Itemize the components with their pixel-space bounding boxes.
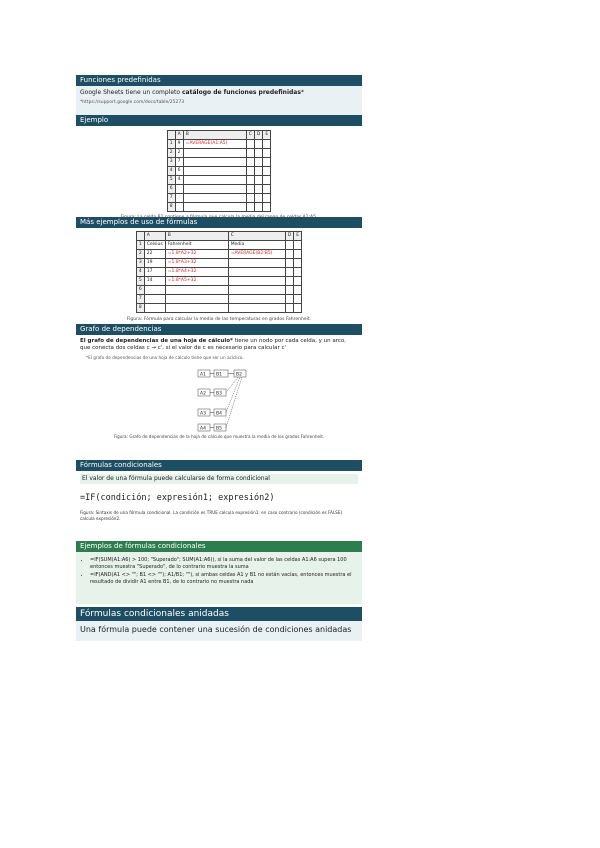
table-cell[interactable]: =1.8*A2+32 bbox=[165, 250, 228, 259]
graph-node-label: B3 bbox=[216, 391, 222, 397]
table-cell[interactable] bbox=[165, 295, 228, 304]
table-cell[interactable] bbox=[144, 295, 165, 304]
table-row bbox=[136, 268, 301, 277]
column-header[interactable]: D bbox=[254, 131, 262, 140]
table-cell[interactable] bbox=[263, 176, 271, 185]
row-header[interactable]: 1 bbox=[136, 241, 144, 250]
row-header[interactable]: 1 bbox=[167, 140, 175, 149]
table-cell[interactable] bbox=[183, 185, 246, 194]
table-cell[interactable] bbox=[254, 194, 262, 203]
section-conditional-examples bbox=[76, 541, 362, 604]
list-item: • =IF(SUM(A1:A6) > 100; "Superado"; SUM(A1:A6)), si la suma del valor de las celdas A1:A6 supera 100 entonces muestra "Superado", de lo contrario muestra la suma bbox=[90, 557, 358, 570]
table-row bbox=[167, 203, 270, 212]
table-cell[interactable] bbox=[294, 304, 302, 313]
table-cell[interactable] bbox=[175, 185, 183, 194]
table-cell[interactable] bbox=[294, 241, 302, 250]
text-fragment: tiene un completo bbox=[123, 89, 182, 96]
table-cell[interactable]: 17 bbox=[144, 268, 165, 277]
table-cell[interactable]: 9 bbox=[175, 140, 183, 149]
table-cell[interactable]: 2 bbox=[175, 149, 183, 158]
table-cell[interactable] bbox=[246, 149, 254, 158]
row-header[interactable]: 5 bbox=[167, 176, 175, 185]
table-cell[interactable] bbox=[228, 268, 285, 277]
table-cell[interactable] bbox=[246, 167, 254, 176]
column-header[interactable] bbox=[136, 232, 144, 241]
table-cell[interactable] bbox=[183, 194, 246, 203]
graph-edge bbox=[226, 377, 238, 393]
definition-text: El valor de una fórmula puede calcularse de forma condicional bbox=[80, 474, 358, 484]
graph-node-label: B5 bbox=[216, 426, 222, 432]
column-header[interactable]: B bbox=[183, 131, 246, 140]
section-nested-conditionals bbox=[76, 607, 362, 641]
graph-node-label: B4 bbox=[216, 411, 222, 417]
section-title: Fórmulas condicionales bbox=[76, 460, 362, 471]
table-cell[interactable] bbox=[228, 277, 285, 286]
table-row bbox=[136, 286, 301, 295]
table-cell[interactable] bbox=[263, 140, 271, 149]
table-row bbox=[136, 259, 301, 268]
table-cell[interactable] bbox=[285, 295, 293, 304]
table-cell[interactable]: 19 bbox=[144, 259, 165, 268]
footnote: *El grafo de dependencias de una hoja de cálculo tiene que ser un acíclico. bbox=[86, 355, 244, 360]
table-cell[interactable]: 7 bbox=[175, 158, 183, 167]
table-cell[interactable]: =AVERAGE(A1:A5) bbox=[183, 140, 246, 149]
graph-node-label: A3 bbox=[200, 411, 206, 417]
table-cell[interactable]: =1.8*A5+32 bbox=[165, 277, 228, 286]
column-header[interactable] bbox=[167, 131, 175, 140]
section-title: Funciones predefinidas bbox=[76, 75, 362, 86]
dependency-graph bbox=[80, 364, 358, 434]
table-row bbox=[167, 167, 270, 176]
table-cell[interactable]: 4 bbox=[175, 176, 183, 185]
column-header[interactable]: E bbox=[263, 131, 271, 140]
table-cell[interactable] bbox=[183, 203, 246, 212]
table-cell[interactable] bbox=[165, 286, 228, 295]
row-header[interactable]: 6 bbox=[167, 185, 175, 194]
table-cell[interactable] bbox=[228, 295, 285, 304]
row-header[interactable]: 3 bbox=[136, 259, 144, 268]
row-header[interactable]: 4 bbox=[167, 167, 175, 176]
section-body bbox=[76, 86, 362, 116]
section-title: Más ejemplos de uso de fórmulas bbox=[76, 217, 362, 228]
table-cell[interactable] bbox=[183, 176, 246, 185]
section-body bbox=[76, 126, 362, 219]
table-row bbox=[167, 158, 270, 167]
text-fragment: , si el valor de c es necesario para calcular c' bbox=[162, 345, 286, 351]
table-cell[interactable] bbox=[165, 304, 228, 313]
table-cell[interactable]: =1.8*A3+32 bbox=[165, 259, 228, 268]
table-cell[interactable] bbox=[183, 167, 246, 176]
table-cell[interactable]: =1.8*A4+32 bbox=[165, 268, 228, 277]
table-cell[interactable] bbox=[294, 295, 302, 304]
table-cell[interactable] bbox=[175, 203, 183, 212]
text-fragment: tiene un nodo por cada celda, y un arco, que conecta dos celdas bbox=[80, 338, 347, 351]
table-row bbox=[167, 140, 270, 149]
table-cell[interactable] bbox=[254, 158, 262, 167]
section-body bbox=[76, 335, 362, 459]
table-cell[interactable]: Fahrenheit bbox=[165, 241, 228, 250]
table-cell[interactable] bbox=[228, 304, 285, 313]
table-cell[interactable] bbox=[144, 304, 165, 313]
app-name: Google Sheets bbox=[80, 89, 124, 96]
section-predefined-functions bbox=[76, 75, 362, 116]
table-cell[interactable] bbox=[254, 203, 262, 212]
table-cell[interactable]: Celsius bbox=[144, 241, 165, 250]
row-header[interactable]: 3 bbox=[167, 158, 175, 167]
row-header[interactable]: 8 bbox=[136, 304, 144, 313]
column-header[interactable]: E bbox=[294, 232, 302, 241]
table-cell[interactable] bbox=[254, 185, 262, 194]
highlight-text: catálogo de funciones predefinidas bbox=[182, 89, 301, 96]
table-cell[interactable] bbox=[285, 304, 293, 313]
column-header[interactable]: C bbox=[228, 232, 285, 241]
table-cell[interactable] bbox=[254, 167, 262, 176]
graph-node-label: A2 bbox=[200, 391, 206, 397]
table-cell[interactable] bbox=[263, 149, 271, 158]
table-cell[interactable] bbox=[254, 149, 262, 158]
table-cell[interactable] bbox=[294, 277, 302, 286]
table-row bbox=[136, 277, 301, 286]
definition-term: El grafo de dependencias de una hoja de cálculo* bbox=[80, 338, 233, 344]
intro-line bbox=[80, 89, 358, 97]
figure-caption: Figura: Fórmula para calcular la media de las temperaturas en grados Fahrenheit. bbox=[126, 317, 312, 322]
graph-node-label: A1 bbox=[200, 372, 206, 378]
figure-caption: Figura: Sintaxis de una fórmula condicional. La condición es TRUE calcula expresión1; en caso contrario (condición es FALSE) calcula expresión2. bbox=[80, 510, 343, 521]
table-row bbox=[167, 194, 270, 203]
spreadsheet-table bbox=[136, 231, 302, 313]
table-row bbox=[136, 250, 301, 259]
table-cell[interactable]: 14 bbox=[144, 277, 165, 286]
row-header[interactable]: 7 bbox=[136, 295, 144, 304]
section-body bbox=[76, 552, 362, 604]
table-cell[interactable] bbox=[175, 194, 183, 203]
section-body bbox=[76, 471, 362, 539]
section-more-examples bbox=[76, 217, 362, 322]
table-cell[interactable] bbox=[246, 158, 254, 167]
section-body bbox=[76, 228, 362, 322]
table-cell[interactable] bbox=[228, 259, 285, 268]
table-cell[interactable] bbox=[294, 268, 302, 277]
graph-node-label: A4 bbox=[200, 426, 206, 432]
table-row bbox=[136, 295, 301, 304]
table-cell[interactable] bbox=[183, 158, 246, 167]
table-cell[interactable] bbox=[246, 194, 254, 203]
table-cell[interactable] bbox=[294, 286, 302, 295]
footnote-mark: * bbox=[300, 89, 304, 96]
table-cell[interactable]: Media bbox=[228, 241, 285, 250]
table-cell[interactable] bbox=[246, 140, 254, 149]
table-cell[interactable] bbox=[285, 268, 293, 277]
table-cell[interactable] bbox=[285, 286, 293, 295]
table-cell[interactable] bbox=[263, 158, 271, 167]
table-row bbox=[167, 176, 270, 185]
column-header[interactable]: C bbox=[246, 131, 254, 140]
table-cell[interactable] bbox=[254, 140, 262, 149]
table-cell[interactable] bbox=[263, 167, 271, 176]
table-cell[interactable] bbox=[263, 203, 271, 212]
table-cell[interactable]: =AVERAGE(B2:B5) bbox=[228, 250, 285, 259]
table-cell[interactable] bbox=[285, 259, 293, 268]
graph-node-label: B1 bbox=[216, 372, 222, 378]
table-cell[interactable] bbox=[285, 250, 293, 259]
section-example bbox=[76, 115, 362, 219]
table-row bbox=[136, 304, 301, 313]
column-header[interactable]: D bbox=[285, 232, 293, 241]
table-cell[interactable] bbox=[144, 286, 165, 295]
table-row bbox=[167, 149, 270, 158]
table-cell[interactable] bbox=[285, 277, 293, 286]
row-header[interactable]: 6 bbox=[136, 286, 144, 295]
column-header[interactable]: A bbox=[175, 131, 183, 140]
section-title: Grafo de dependencias bbox=[76, 324, 362, 335]
table-cell[interactable] bbox=[246, 176, 254, 185]
table-cell[interactable] bbox=[294, 259, 302, 268]
spreadsheet-table bbox=[167, 130, 271, 212]
example-list bbox=[80, 557, 358, 585]
table-cell[interactable]: 6 bbox=[175, 167, 183, 176]
table-cell[interactable] bbox=[254, 176, 262, 185]
row-header[interactable]: 7 bbox=[167, 194, 175, 203]
table-cell[interactable] bbox=[246, 185, 254, 194]
table-cell[interactable] bbox=[263, 194, 271, 203]
formula-syntax: =IF(condición; expresión1; expresión2) bbox=[80, 493, 275, 503]
graph-edge bbox=[226, 377, 242, 428]
row-header[interactable]: 2 bbox=[136, 250, 144, 259]
row-header[interactable]: 4 bbox=[136, 268, 144, 277]
table-cell[interactable] bbox=[246, 203, 254, 212]
table-cell[interactable] bbox=[183, 149, 246, 158]
table-row bbox=[136, 241, 301, 250]
table-cell[interactable] bbox=[294, 250, 302, 259]
footnote-link[interactable]: *https://support.google.com/docs/table/25273 bbox=[80, 100, 185, 105]
section-title: Ejemplo bbox=[76, 115, 362, 126]
section-body: Una fórmula puede contener una sucesión de condiciones anidadas bbox=[76, 621, 362, 641]
table-cell[interactable] bbox=[228, 286, 285, 295]
figure-caption: Figura: Grafo de dependencias de la hoja de cálculo que muestra la media de los grados Fahrenheit. bbox=[113, 434, 325, 439]
section-conditional-formulas bbox=[76, 460, 362, 539]
table-cell[interactable] bbox=[263, 185, 271, 194]
section-dependency-graph bbox=[76, 324, 362, 459]
graph-edge bbox=[226, 377, 240, 413]
table-cell[interactable] bbox=[285, 241, 293, 250]
row-header[interactable]: 8 bbox=[167, 203, 175, 212]
column-header[interactable]: A bbox=[144, 232, 165, 241]
math-arrow: c → c' bbox=[146, 345, 163, 351]
definition-text bbox=[80, 338, 358, 352]
section-title: Ejemplos de fórmulas condicionales bbox=[76, 541, 362, 552]
graph-node-label: B2 bbox=[236, 372, 242, 378]
table-cell[interactable]: 22 bbox=[144, 250, 165, 259]
table-row bbox=[167, 185, 270, 194]
list-item: • =IF(AND(A1 <> ""; B1 <> ""); A1/B1; ""), si ambas celdas A1 y B1 no están vacías, entonces muestra el resultado de dividir A1 entre B1, de lo contrario no muestra nada bbox=[90, 572, 358, 585]
row-header[interactable]: 2 bbox=[167, 149, 175, 158]
section-title: Fórmulas condicionales anidadas bbox=[76, 607, 362, 621]
column-header[interactable]: B bbox=[165, 232, 228, 241]
row-header[interactable]: 5 bbox=[136, 277, 144, 286]
